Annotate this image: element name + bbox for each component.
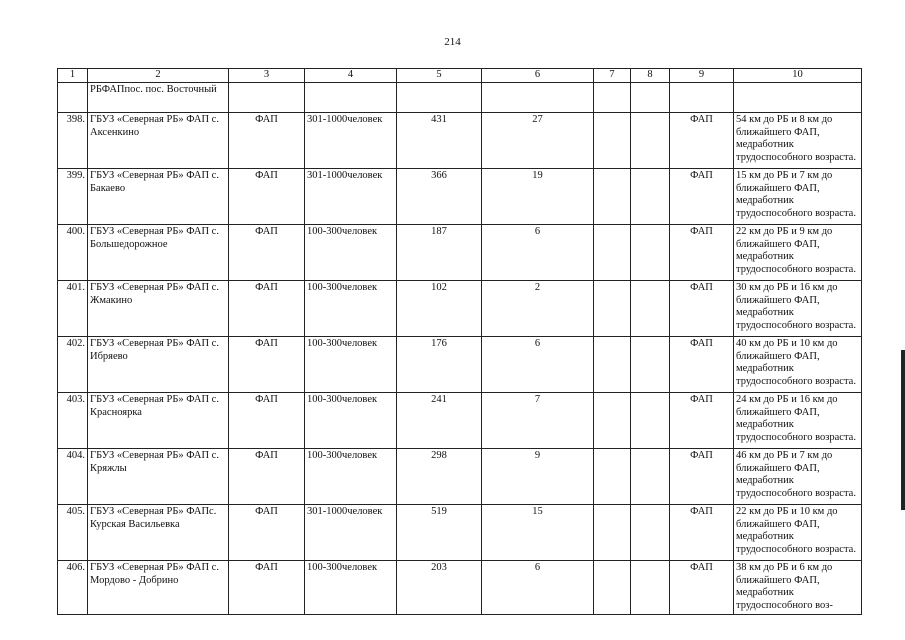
column-7-cell <box>594 168 631 224</box>
note-cell: 38 км до РБ и 6 км до ближайшего ФАП, медработник трудоспособного воз- <box>734 560 862 614</box>
column-8-cell <box>631 504 670 560</box>
note-cell: 40 км до РБ и 10 км до ближайшего ФАП, медработник трудоспособного возраста. <box>734 336 862 392</box>
note-cell: 24 км до РБ и 16 км до ближайшего ФАП, медработник трудоспособного возраста. <box>734 392 862 448</box>
column-8-cell <box>631 112 670 168</box>
row-number-cell: 398. <box>58 112 88 168</box>
facility-type-cell: ФАП <box>229 560 305 614</box>
column-6-cell: 7 <box>482 392 594 448</box>
proposed-type-cell: ФАП <box>670 560 734 614</box>
table-row <box>58 504 862 560</box>
column-6-cell: 15 <box>482 504 594 560</box>
facility-name-cell: ГБУЗ «Северная РБ» ФАП с. Большедорожное <box>88 224 229 280</box>
column-8-cell <box>631 560 670 614</box>
column-header: 1 <box>58 69 88 83</box>
row-number-cell: 400. <box>58 224 88 280</box>
proposed-type-cell: ФАП <box>670 280 734 336</box>
table-row <box>58 336 862 392</box>
column-8-cell <box>631 336 670 392</box>
row-number-cell: 406. <box>58 560 88 614</box>
facility-type-cell: ФАП <box>229 280 305 336</box>
column-8-cell <box>631 82 670 112</box>
table-row <box>58 392 862 448</box>
column-header: 7 <box>594 69 631 83</box>
column-6-cell: 6 <box>482 224 594 280</box>
facility-name-cell: ГБУЗ «Северная РБ» ФАП с. Аксенкино <box>88 112 229 168</box>
column-header: 8 <box>631 69 670 83</box>
population-count-cell <box>397 82 482 112</box>
row-number-cell <box>58 82 88 112</box>
population-range-cell: 100-300человек <box>305 336 397 392</box>
table-row <box>58 112 862 168</box>
population-range-cell <box>305 82 397 112</box>
column-6-cell: 19 <box>482 168 594 224</box>
population-range-cell: 100-300человек <box>305 392 397 448</box>
column-8-cell <box>631 448 670 504</box>
note-cell: 30 км до РБ и 16 км до ближайшего ФАП, медработник трудоспособного возраста. <box>734 280 862 336</box>
column-6-cell: 6 <box>482 560 594 614</box>
column-8-cell <box>631 224 670 280</box>
population-count-cell: 203 <box>397 560 482 614</box>
note-cell <box>734 82 862 112</box>
note-cell: 22 км до РБ и 10 км до ближайшего ФАП, медработник трудоспособного возраста. <box>734 504 862 560</box>
row-number-cell: 399. <box>58 168 88 224</box>
column-header: 4 <box>305 69 397 83</box>
proposed-type-cell: ФАП <box>670 336 734 392</box>
column-7-cell <box>594 112 631 168</box>
population-count-cell: 366 <box>397 168 482 224</box>
row-number-cell: 402. <box>58 336 88 392</box>
header-row <box>58 69 862 83</box>
row-number-cell: 405. <box>58 504 88 560</box>
column-8-cell <box>631 280 670 336</box>
column-8-cell <box>631 168 670 224</box>
column-6-cell <box>482 82 594 112</box>
table-row <box>58 448 862 504</box>
population-count-cell: 431 <box>397 112 482 168</box>
column-7-cell <box>594 504 631 560</box>
population-count-cell: 187 <box>397 224 482 280</box>
facility-name-cell: ГБУЗ «Северная РБ» ФАП с. Жмакино <box>88 280 229 336</box>
column-7-cell <box>594 280 631 336</box>
column-7-cell <box>594 224 631 280</box>
note-cell: 46 км до РБ и 7 км до ближайшего ФАП, медработник трудоспособного возраста. <box>734 448 862 504</box>
column-7-cell <box>594 448 631 504</box>
column-7-cell <box>594 82 631 112</box>
table-row <box>58 280 862 336</box>
page-number: 214 <box>444 36 461 48</box>
facility-type-cell <box>229 82 305 112</box>
column-header: 5 <box>397 69 482 83</box>
column-header: 10 <box>734 69 862 83</box>
note-cell: 22 км до РБ и 9 км до ближайшего ФАП, медработник трудоспособного возраста. <box>734 224 862 280</box>
population-count-cell: 519 <box>397 504 482 560</box>
proposed-type-cell: ФАП <box>670 392 734 448</box>
proposed-type-cell: ФАП <box>670 224 734 280</box>
facility-type-cell: ФАП <box>229 392 305 448</box>
population-range-cell: 301-1000человек <box>305 504 397 560</box>
column-8-cell <box>631 392 670 448</box>
population-count-cell: 102 <box>397 280 482 336</box>
facility-name-cell: ГБУЗ «Северная РБ» ФАП с. Бакаево <box>88 168 229 224</box>
column-6-cell: 27 <box>482 112 594 168</box>
row-number-cell: 403. <box>58 392 88 448</box>
table-row <box>58 560 862 614</box>
column-7-cell <box>594 336 631 392</box>
facility-name-cell: ГБУЗ «Северная РБ» ФАП с. Кряжлы <box>88 448 229 504</box>
table-row <box>58 168 862 224</box>
facility-name-cell: ГБУЗ «Северная РБ» ФАП с. Ибряево <box>88 336 229 392</box>
population-count-cell: 241 <box>397 392 482 448</box>
facility-name-cell: ГБУЗ «Северная РБ» ФАП с. Мордово - Добрино <box>88 560 229 614</box>
row-number-cell: 404. <box>58 448 88 504</box>
proposed-type-cell <box>670 82 734 112</box>
facility-name-cell: РБФАПпос. пос. Восточный <box>88 82 229 112</box>
population-count-cell: 176 <box>397 336 482 392</box>
column-6-cell: 2 <box>482 280 594 336</box>
population-count-cell: 298 <box>397 448 482 504</box>
scan-edge-shadow <box>901 350 905 510</box>
column-header: 3 <box>229 69 305 83</box>
note-cell: 15 км до РБ и 7 км до ближайшего ФАП, медработник трудоспособного возраста. <box>734 168 862 224</box>
population-range-cell: 100-300человек <box>305 224 397 280</box>
table-row <box>58 82 862 112</box>
proposed-type-cell: ФАП <box>670 448 734 504</box>
population-range-cell: 100-300человек <box>305 560 397 614</box>
table-row <box>58 224 862 280</box>
column-header: 9 <box>670 69 734 83</box>
population-range-cell: 301-1000человек <box>305 112 397 168</box>
column-header: 6 <box>482 69 594 83</box>
column-7-cell <box>594 560 631 614</box>
row-number-cell: 401. <box>58 280 88 336</box>
facility-type-cell: ФАП <box>229 448 305 504</box>
population-range-cell: 100-300человек <box>305 280 397 336</box>
column-6-cell: 9 <box>482 448 594 504</box>
column-header: 2 <box>88 69 229 83</box>
facility-type-cell: ФАП <box>229 168 305 224</box>
column-7-cell <box>594 392 631 448</box>
facility-table <box>57 68 862 615</box>
facility-type-cell: ФАП <box>229 504 305 560</box>
proposed-type-cell: ФАП <box>670 168 734 224</box>
population-range-cell: 301-1000человек <box>305 168 397 224</box>
facility-type-cell: ФАП <box>229 336 305 392</box>
facility-type-cell: ФАП <box>229 112 305 168</box>
facility-type-cell: ФАП <box>229 224 305 280</box>
note-cell: 54 км до РБ и 8 км до ближайшего ФАП, медработник трудоспособного возраста. <box>734 112 862 168</box>
facility-name-cell: ГБУЗ «Северная РБ» ФАПс. Курская Васильевка <box>88 504 229 560</box>
proposed-type-cell: ФАП <box>670 504 734 560</box>
population-range-cell: 100-300человек <box>305 448 397 504</box>
facility-name-cell: ГБУЗ «Северная РБ» ФАП с. Красноярка <box>88 392 229 448</box>
column-6-cell: 6 <box>482 336 594 392</box>
proposed-type-cell: ФАП <box>670 112 734 168</box>
